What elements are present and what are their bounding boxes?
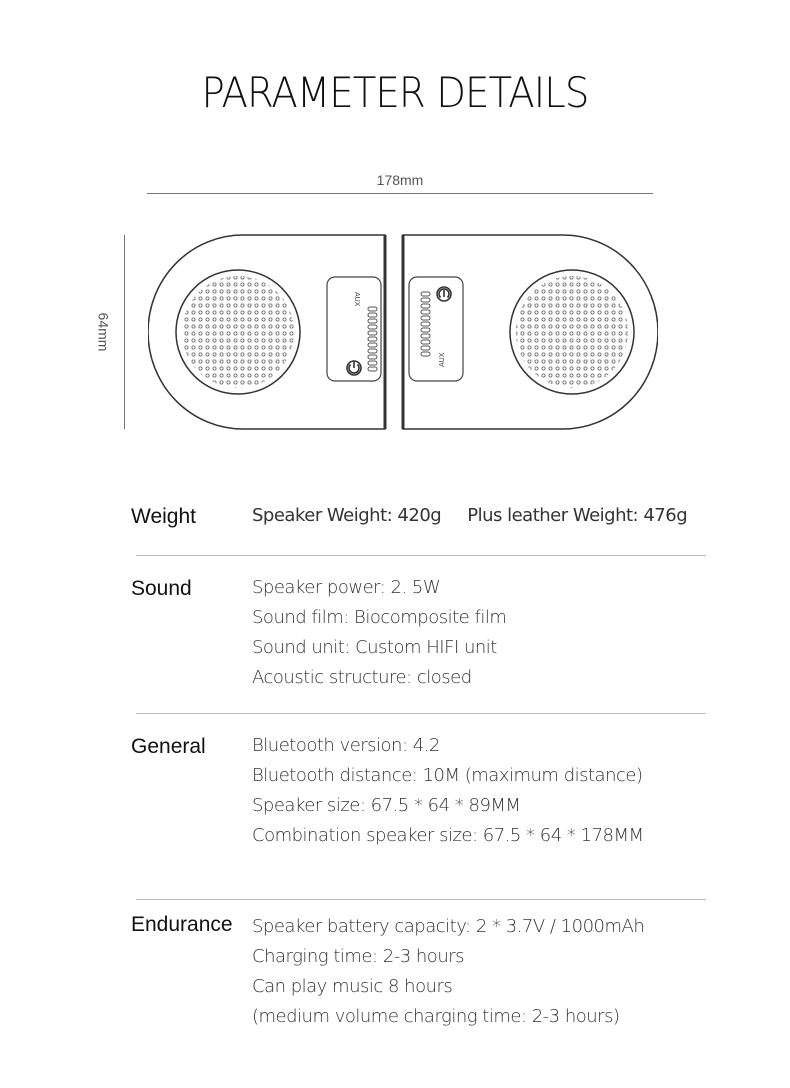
right-speaker-unit (403, 235, 658, 429)
spec-line: Can play music 8 hours (252, 976, 453, 997)
height-dimension-label: 64mm (95, 312, 112, 352)
left-speaker-unit (148, 235, 385, 429)
leather-weight: Plus leather Weight: 476g (467, 505, 688, 526)
general-heading: General (131, 735, 206, 758)
spec-line: Bluetooth distance: 10M (maximum distance) (252, 765, 643, 786)
endurance-heading: Endurance (131, 913, 233, 936)
divider (136, 899, 706, 900)
spec-line: Sound unit: Custom HIFI unit (252, 637, 497, 658)
spec-line: Acoustic structure: closed (252, 667, 472, 688)
width-dimension-line (147, 193, 653, 194)
weight-values (252, 505, 687, 526)
divider (136, 713, 706, 714)
power-icon-left (347, 361, 361, 375)
right-control-panel (409, 277, 463, 381)
spec-line: (medium volume charging time: 2-3 hours) (252, 1006, 620, 1027)
spec-line: Sound film: Biocomposite film (252, 607, 507, 628)
spec-line: Speaker battery capacity: 2 * 3.7V / 1000mAh (252, 916, 645, 937)
aux-label-left: AUX (353, 292, 360, 307)
page-title: PARAMETER DETAILS (201, 68, 589, 117)
sound-heading: Sound (131, 577, 192, 600)
speaker-illustration (148, 232, 658, 432)
divider (136, 555, 706, 556)
speaker-weight: Speaker Weight: 420g (252, 505, 442, 526)
width-dimension-label: 178mm (376, 172, 424, 188)
weight-heading: Weight (131, 505, 196, 528)
height-dimension-line (124, 235, 125, 429)
aux-label-right: AUX (439, 352, 446, 367)
spec-line: Combination speaker size: 67.5 * 64 * 178MM (252, 825, 644, 846)
spec-line: Speaker power: 2. 5W (252, 577, 441, 598)
general-specs (252, 731, 644, 851)
sound-specs (252, 573, 506, 693)
spec-line: Charging time: 2-3 hours (252, 946, 465, 967)
spec-line: Speaker size: 67.5 * 64 * 89MM (252, 795, 521, 816)
spec-line: Bluetooth version: 4.2 (252, 735, 440, 756)
endurance-specs (252, 912, 644, 1032)
